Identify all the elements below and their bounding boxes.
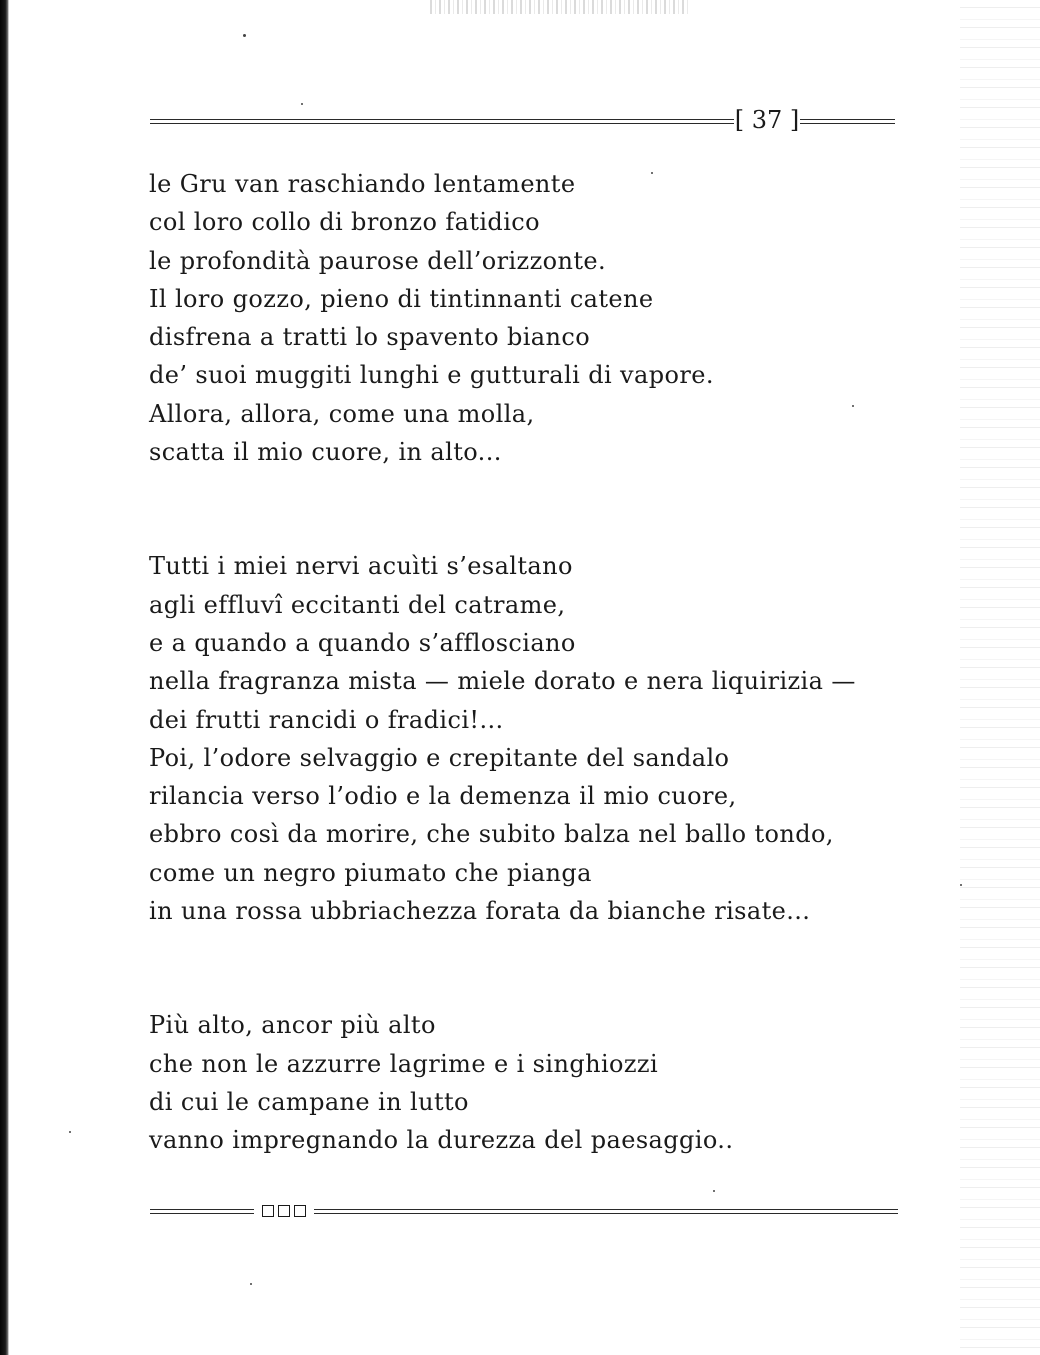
square-box-icon [262,1205,274,1217]
verse-line: le Gru van raschiando lentamente [149,170,576,198]
scan-speck [713,1190,715,1192]
verse-line: vanno impregnando la durezza del paesaggio.. [149,1126,734,1155]
scan-speck [960,884,962,886]
scan-speck [250,1283,252,1285]
page-number: [ 37 ] [734,106,800,134]
verse-line: Più alto, ancor più alto [149,1011,436,1040]
three-square-boxes-icon [256,1203,312,1219]
verse-line: in una rossa ubbriachezza forata da bianche risate... [149,897,811,926]
square-box-icon [294,1205,306,1217]
footer-double-rule-right [314,1209,898,1214]
scan-noise-right [960,0,1040,1355]
poem-body [149,165,909,1160]
verse-line: dei frutti rancidi o fradici!... [149,705,504,734]
header-double-rule-left [150,119,734,124]
verse-line: di cui le campane in lutto [149,1087,469,1116]
verse-line: ebbro così da morire, che subito balza nel ballo tondo, [149,820,834,849]
verse-line: Allora, allora, come una molla, [149,399,535,428]
verse-line: scatta il mio cuore, in alto... [149,438,502,467]
stanza [149,547,909,930]
square-box-icon [278,1205,290,1217]
verse-line: nella fragranza mista — miele dorato e nera liquirizia — [149,667,856,696]
verse-line: come un negro piumato che pianga [149,858,592,887]
verse-line: Poi, l’odore selvaggio e crepitante del sandalo [149,743,730,772]
scan-noise-top [430,0,690,14]
scan-speck [301,103,303,105]
verse-line: che non le azzurre lagrime e i singhiozzi [149,1049,659,1078]
verse-line: le profondità paurose dell’orizzonte. [149,246,607,275]
scan-speck [243,34,246,37]
stanza [149,165,909,471]
verse-line: e a quando a quando s’afflosciano [149,628,576,657]
verse-line: disfrena a tratti lo spavento bianco [149,323,591,352]
verse-line: rilancia verso l’odio e la demenza il mio cuore, [149,782,737,811]
stanza [149,1006,909,1159]
verse-line: col loro collo di bronzo fatidico [149,208,540,237]
footer-double-rule-left [150,1209,254,1214]
verse-line: Il loro gozzo, pieno di tintinnanti catene [149,284,654,313]
header-double-rule-right [800,119,895,124]
binding-edge [0,0,9,1355]
page-header [150,108,895,136]
verse-line: de’ suoi muggiti lunghi e gutturali di vapore. [149,361,714,390]
scan-speck [69,1131,71,1133]
footer-ornament [150,1202,898,1222]
verse-line: agli effluvî eccitanti del catrame, [149,590,566,619]
verse-line: Tutti i miei nervi acuìti s’esaltano [149,552,573,581]
